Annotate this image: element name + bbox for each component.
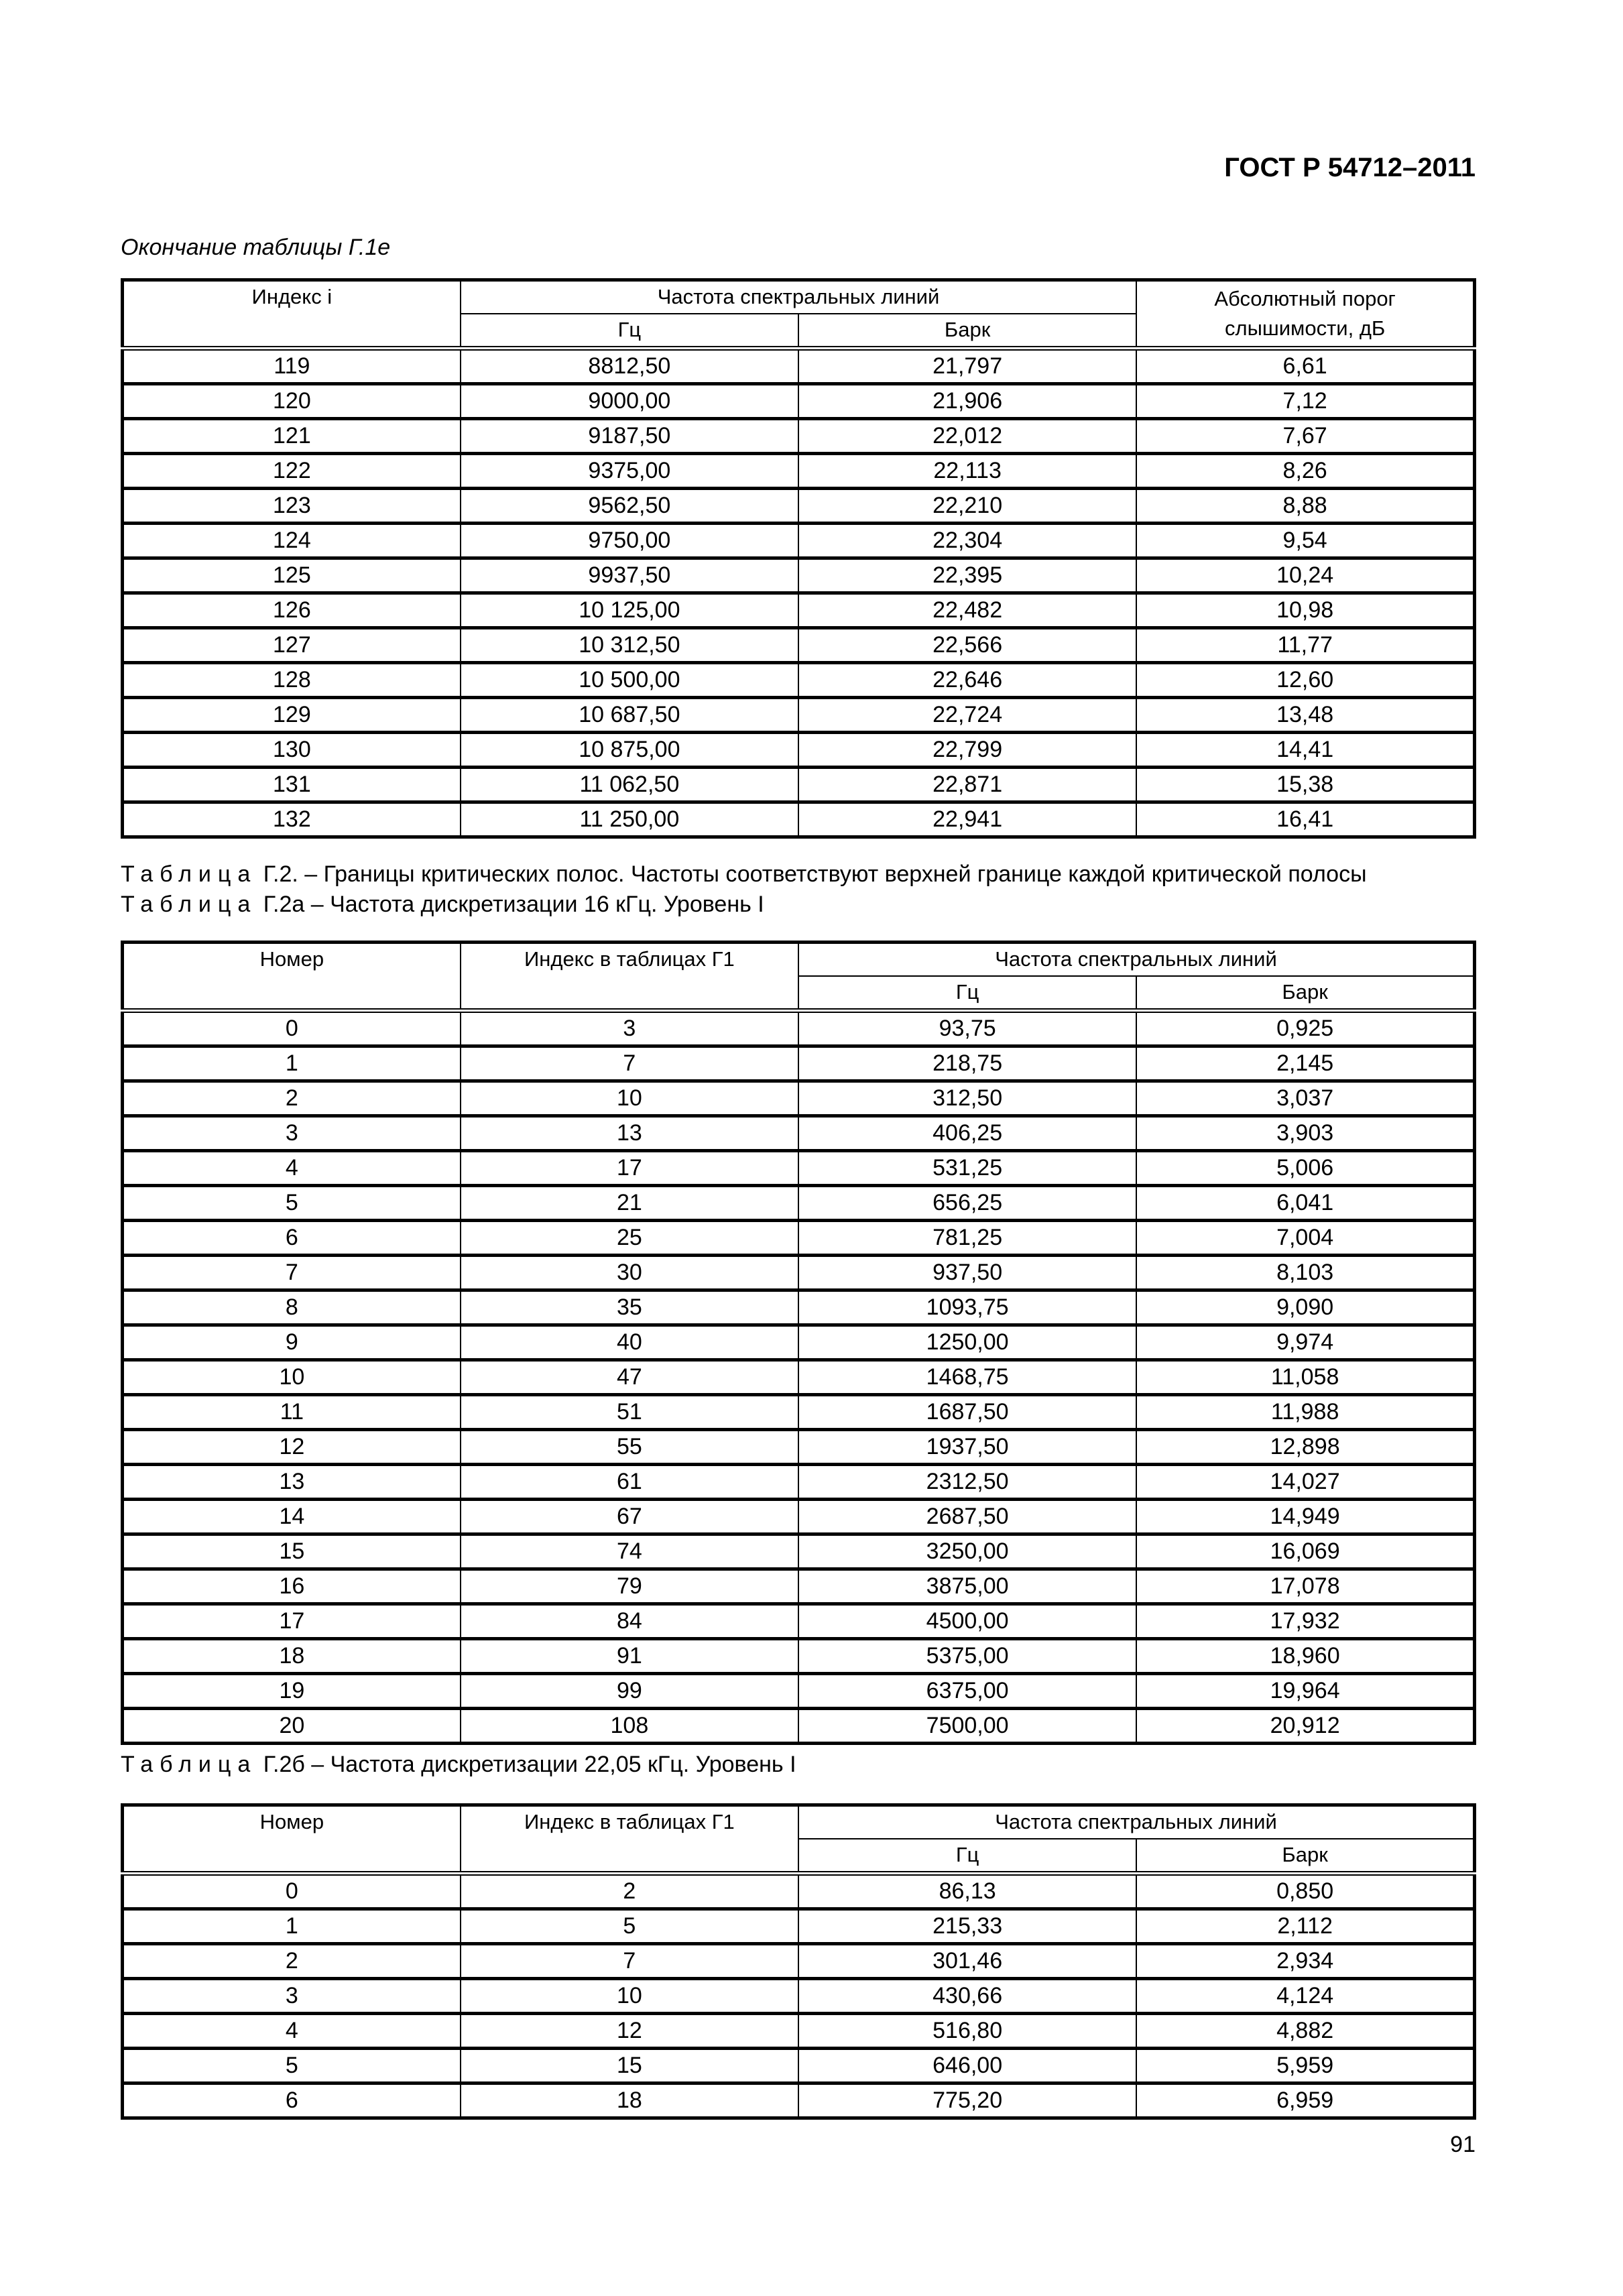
table-cell: 531,25 — [798, 1151, 1136, 1186]
caption-word: Таблица — [121, 892, 257, 917]
table-cell: 14,41 — [1136, 733, 1474, 768]
table-cell: 126 — [123, 593, 461, 628]
table-cell: 20 — [123, 1709, 461, 1744]
table-cell: 61 — [461, 1465, 798, 1500]
table-cell: 7500,00 — [798, 1709, 1136, 1744]
header-number: Номер — [123, 1805, 461, 1874]
table-cell: 5 — [123, 2049, 461, 2083]
table-cell: 656,25 — [798, 1186, 1136, 1221]
table-cell: 11,058 — [1136, 1360, 1474, 1395]
table-cell: 6,61 — [1136, 349, 1474, 384]
table-cell: 17,078 — [1136, 1569, 1474, 1604]
table-cell: 12 — [461, 2014, 798, 2049]
table-cell: 4,882 — [1136, 2014, 1474, 2049]
table-cell: 17 — [123, 1604, 461, 1639]
table-cell: 3,037 — [1136, 1081, 1474, 1116]
table-row — [123, 558, 1475, 593]
table-cell: 9562,50 — [461, 489, 798, 524]
table-cell: 11 250,00 — [461, 802, 798, 837]
header-number: Номер — [123, 943, 461, 1011]
table-cell: 3 — [461, 1011, 798, 1046]
header-index: Индекс в таблицах Г1 — [461, 943, 798, 1011]
table-cell: 22,304 — [798, 524, 1136, 558]
table-row — [123, 1011, 1475, 1046]
table-cell: 10 — [123, 1360, 461, 1395]
table-row — [123, 1569, 1475, 1604]
table-cell: 937,50 — [798, 1256, 1136, 1290]
table-cell: 9,54 — [1136, 524, 1474, 558]
table-cell: 7,12 — [1136, 384, 1474, 419]
table-cell: 10,98 — [1136, 593, 1474, 628]
table-cell: 3250,00 — [798, 1534, 1136, 1569]
table-cell: 1250,00 — [798, 1325, 1136, 1360]
table-cell: 30 — [461, 1256, 798, 1290]
table-cell: 4500,00 — [798, 1604, 1136, 1639]
table-row — [123, 349, 1475, 384]
table-cell: 2 — [123, 1944, 461, 1979]
table-cell: 119 — [123, 349, 461, 384]
table-cell: 14,949 — [1136, 1500, 1474, 1534]
header-index: Индекс в таблицах Г1 — [461, 1805, 798, 1874]
table-cell: 3875,00 — [798, 1569, 1136, 1604]
table-cell: 12,60 — [1136, 663, 1474, 698]
table-cell: 22,012 — [798, 419, 1136, 454]
table-row — [123, 1430, 1475, 1465]
table-row — [123, 1944, 1475, 1979]
table-cell: 8,26 — [1136, 454, 1474, 489]
table-cell: 132 — [123, 802, 461, 837]
table-g2b — [121, 1803, 1476, 2120]
table-row — [123, 1500, 1475, 1534]
table-cell: 11 062,50 — [461, 768, 798, 802]
caption-word: Таблица — [121, 1752, 257, 1777]
caption-text: Г.2. – Границы критических полос. Частоты соответствуют верхней границе каждой критической полосы — [257, 861, 1367, 887]
header-hz: Гц — [798, 976, 1136, 1011]
table-cell: 6 — [123, 1221, 461, 1256]
table-cell: 122 — [123, 454, 461, 489]
table-row — [123, 2049, 1475, 2083]
table-body — [123, 349, 1475, 837]
table-cell: 9000,00 — [461, 384, 798, 419]
table-cell: 18 — [461, 2083, 798, 2118]
table-cell: 11,988 — [1136, 1395, 1474, 1430]
table-cell: 4 — [123, 1151, 461, 1186]
table-cell: 120 — [123, 384, 461, 419]
table-cell: 130 — [123, 733, 461, 768]
table-cell: 93,75 — [798, 1011, 1136, 1046]
table-cell: 301,46 — [798, 1944, 1136, 1979]
table-cell: 6 — [123, 2083, 461, 2118]
table-g2a — [121, 941, 1476, 1745]
table-cell: 430,66 — [798, 1979, 1136, 2014]
table-cell: 9750,00 — [461, 524, 798, 558]
table-cell: 22,724 — [798, 698, 1136, 733]
table-g2a-caption — [121, 892, 764, 918]
table-row — [123, 1081, 1475, 1116]
table-cell: 7 — [461, 1046, 798, 1081]
table-cell: 16,069 — [1136, 1534, 1474, 1569]
header-frequency: Частота спектральных линий — [798, 1805, 1475, 1839]
header-frequency: Частота спектральных линий — [798, 943, 1475, 977]
table-g2-caption — [121, 861, 1367, 888]
table-cell: 17 — [461, 1151, 798, 1186]
table-cell: 21 — [461, 1186, 798, 1221]
table-cell: 10 687,50 — [461, 698, 798, 733]
table-cell: 14 — [123, 1500, 461, 1534]
caption-text: Г.2б – Частота дискретизации 22,05 кГц. Уровень I — [257, 1752, 796, 1777]
table-cell: 7 — [461, 1944, 798, 1979]
table-cell: 6,959 — [1136, 2083, 1474, 2118]
table-cell: 8812,50 — [461, 349, 798, 384]
table-cell: 5,959 — [1136, 2049, 1474, 2083]
table-row — [123, 733, 1475, 768]
table-cell: 127 — [123, 628, 461, 663]
table-g2b-caption — [121, 1752, 796, 1778]
table-cell: 0,925 — [1136, 1011, 1474, 1046]
table-cell: 22,646 — [798, 663, 1136, 698]
table-cell: 2,934 — [1136, 1944, 1474, 1979]
table-cell: 5375,00 — [798, 1639, 1136, 1674]
table-cell: 2,112 — [1136, 1909, 1474, 1944]
header-bark: Барк — [1136, 976, 1474, 1011]
table-row — [123, 1116, 1475, 1151]
table-cell: 1 — [123, 1046, 461, 1081]
table-cell: 86,13 — [798, 1874, 1136, 1909]
table-cell: 99 — [461, 1674, 798, 1709]
table-cell: 5 — [461, 1909, 798, 1944]
table-cell: 218,75 — [798, 1046, 1136, 1081]
table-cell: 0 — [123, 1874, 461, 1909]
header-index: Индекс i — [123, 280, 461, 349]
table-cell: 16,41 — [1136, 802, 1474, 837]
table-cell: 9937,50 — [461, 558, 798, 593]
table-row — [123, 419, 1475, 454]
table-cell: 16 — [123, 1569, 461, 1604]
table-cell: 5,006 — [1136, 1151, 1474, 1186]
table-row — [123, 1395, 1475, 1430]
table-g1e — [121, 278, 1476, 839]
table-cell: 21,906 — [798, 384, 1136, 419]
table-cell: 22,941 — [798, 802, 1136, 837]
table-cell: 91 — [461, 1639, 798, 1674]
table-cell: 1093,75 — [798, 1290, 1136, 1325]
table-row — [123, 593, 1475, 628]
table-row — [123, 698, 1475, 733]
header-bark: Барк — [1136, 1839, 1474, 1874]
table-row — [123, 1639, 1475, 1674]
table-row — [123, 663, 1475, 698]
table-cell: 10 125,00 — [461, 593, 798, 628]
table-cell: 7,004 — [1136, 1221, 1474, 1256]
header-hz: Гц — [798, 1839, 1136, 1874]
table-cell: 10,24 — [1136, 558, 1474, 593]
table-cell: 13 — [123, 1465, 461, 1500]
table-cell: 19 — [123, 1674, 461, 1709]
table-cell: 18,960 — [1136, 1639, 1474, 1674]
table-cell: 2 — [461, 1874, 798, 1909]
caption-text: Г.2а – Частота дискретизации 16 кГц. Уровень I — [257, 892, 764, 917]
table-cell: 4,124 — [1136, 1979, 1474, 2014]
table-row — [123, 2083, 1475, 2118]
table-cell: 3 — [123, 1979, 461, 2014]
table-cell: 13,48 — [1136, 698, 1474, 733]
table-row — [123, 1674, 1475, 1709]
header-hz: Гц — [461, 314, 798, 349]
table-row — [123, 1360, 1475, 1395]
table-cell: 10 — [461, 1081, 798, 1116]
table-cell: 10 500,00 — [461, 663, 798, 698]
table-cell: 406,25 — [798, 1116, 1136, 1151]
table-cell: 22,482 — [798, 593, 1136, 628]
table-cell: 84 — [461, 1604, 798, 1639]
table-cell: 129 — [123, 698, 461, 733]
table-cell: 775,20 — [798, 2083, 1136, 2118]
table-cell: 516,80 — [798, 2014, 1136, 2049]
table-cell: 9187,50 — [461, 419, 798, 454]
table-row — [123, 1151, 1475, 1186]
header-frequency: Частота спектральных линий — [461, 280, 1137, 314]
table-row — [123, 1979, 1475, 2014]
table-row — [123, 1909, 1475, 1944]
table-cell: 9375,00 — [461, 454, 798, 489]
table-cell: 6,041 — [1136, 1186, 1474, 1221]
table-row — [123, 1534, 1475, 1569]
table-cell: 8,103 — [1136, 1256, 1474, 1290]
table-cell: 5 — [123, 1186, 461, 1221]
table-g1e-caption: Окончание таблицы Г.1е — [121, 235, 391, 260]
table-cell: 18 — [123, 1639, 461, 1674]
table-cell: 11 — [123, 1395, 461, 1430]
header-bark: Барк — [798, 314, 1136, 349]
table-row — [123, 489, 1475, 524]
table-row — [123, 1465, 1475, 1500]
table-cell: 12,898 — [1136, 1430, 1474, 1465]
table-cell: 22,113 — [798, 454, 1136, 489]
table-cell: 11,77 — [1136, 628, 1474, 663]
table-cell: 22,566 — [798, 628, 1136, 663]
table-cell: 646,00 — [798, 2049, 1136, 2083]
table-cell: 121 — [123, 419, 461, 454]
table-row — [123, 1325, 1475, 1360]
table-cell: 67 — [461, 1500, 798, 1534]
header-threshold: Абсолютный порог слышимости, дБ — [1136, 280, 1474, 349]
table-cell: 21,797 — [798, 349, 1136, 384]
table-cell: 6375,00 — [798, 1674, 1136, 1709]
table-cell: 10 312,50 — [461, 628, 798, 663]
table-cell: 2 — [123, 1081, 461, 1116]
table-cell: 13 — [461, 1116, 798, 1151]
table-cell: 79 — [461, 1569, 798, 1604]
table-cell: 123 — [123, 489, 461, 524]
table-row — [123, 1874, 1475, 1909]
table-cell: 215,33 — [798, 1909, 1136, 1944]
table-cell: 22,395 — [798, 558, 1136, 593]
table-cell: 0,850 — [1136, 1874, 1474, 1909]
table-cell: 1687,50 — [798, 1395, 1136, 1430]
page-number: 91 — [1450, 2132, 1476, 2157]
caption-word: Таблица — [121, 861, 257, 887]
table-row — [123, 1186, 1475, 1221]
table-cell: 35 — [461, 1290, 798, 1325]
table-row — [123, 384, 1475, 419]
table-cell: 125 — [123, 558, 461, 593]
table-cell: 1937,50 — [798, 1430, 1136, 1465]
table-cell: 9,974 — [1136, 1325, 1474, 1360]
table-cell: 108 — [461, 1709, 798, 1744]
table-cell: 22,210 — [798, 489, 1136, 524]
table-cell: 7,67 — [1136, 419, 1474, 454]
table-cell: 15,38 — [1136, 768, 1474, 802]
table-cell: 40 — [461, 1325, 798, 1360]
table-cell: 12 — [123, 1430, 461, 1465]
table-cell: 10 875,00 — [461, 733, 798, 768]
table-cell: 4 — [123, 2014, 461, 2049]
table-row — [123, 454, 1475, 489]
table-cell: 47 — [461, 1360, 798, 1395]
table-row — [123, 628, 1475, 663]
table-row — [123, 2014, 1475, 2049]
table-cell: 0 — [123, 1011, 461, 1046]
table-cell: 9,090 — [1136, 1290, 1474, 1325]
document-code: ГОСТ Р 54712–2011 — [1224, 153, 1476, 182]
table-cell: 8,88 — [1136, 489, 1474, 524]
table-row — [123, 1290, 1475, 1325]
table-cell: 312,50 — [798, 1081, 1136, 1116]
table-cell: 781,25 — [798, 1221, 1136, 1256]
table-cell: 9 — [123, 1325, 461, 1360]
table-cell: 8 — [123, 1290, 461, 1325]
table-cell: 2,145 — [1136, 1046, 1474, 1081]
table-cell: 15 — [461, 2049, 798, 2083]
table-cell: 19,964 — [1136, 1674, 1474, 1709]
table-row — [123, 524, 1475, 558]
table-cell: 14,027 — [1136, 1465, 1474, 1500]
table-cell: 3 — [123, 1116, 461, 1151]
table-row — [123, 1221, 1475, 1256]
table-cell: 2312,50 — [798, 1465, 1136, 1500]
table-cell: 10 — [461, 1979, 798, 2014]
table-cell: 22,871 — [798, 768, 1136, 802]
table-body — [123, 1874, 1475, 2118]
table-cell: 128 — [123, 663, 461, 698]
table-cell: 2687,50 — [798, 1500, 1136, 1534]
table-cell: 1468,75 — [798, 1360, 1136, 1395]
table-cell: 51 — [461, 1395, 798, 1430]
table-cell: 20,912 — [1136, 1709, 1474, 1744]
table-row — [123, 1604, 1475, 1639]
table-row — [123, 1046, 1475, 1081]
table-cell: 1 — [123, 1909, 461, 1944]
table-cell: 25 — [461, 1221, 798, 1256]
table-row — [123, 768, 1475, 802]
table-row — [123, 1256, 1475, 1290]
table-row — [123, 802, 1475, 837]
table-row — [123, 1709, 1475, 1744]
table-cell: 124 — [123, 524, 461, 558]
table-cell: 22,799 — [798, 733, 1136, 768]
table-cell: 7 — [123, 1256, 461, 1290]
table-cell: 17,932 — [1136, 1604, 1474, 1639]
table-cell: 55 — [461, 1430, 798, 1465]
table-cell: 3,903 — [1136, 1116, 1474, 1151]
table-body — [123, 1011, 1475, 1744]
table-cell: 15 — [123, 1534, 461, 1569]
table-cell: 131 — [123, 768, 461, 802]
table-cell: 74 — [461, 1534, 798, 1569]
